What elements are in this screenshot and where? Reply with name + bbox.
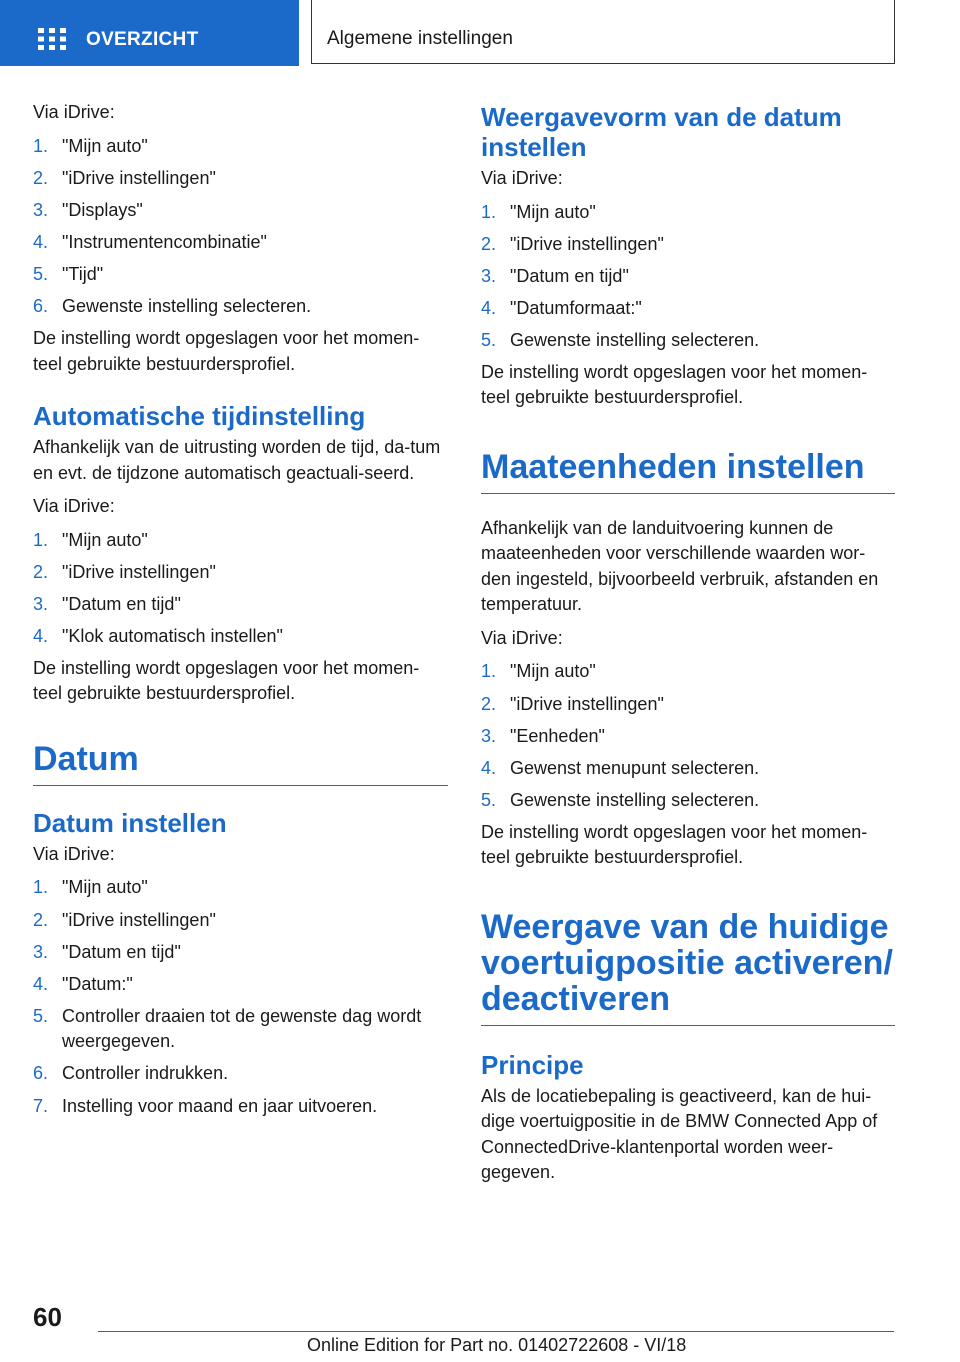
date-format-note: De instelling wordt opgeslagen voor het momen-teel gebruikte bestuurdersprofiel. <box>481 361 868 408</box>
datum-steps <box>33 875 448 1119</box>
step-number: 2. <box>33 561 49 582</box>
list-item <box>33 940 448 966</box>
list-item <box>481 724 895 750</box>
auto-time-via: Via iDrive: <box>33 496 115 517</box>
step-number: 4. <box>481 757 497 778</box>
footer-edition-text: Online Edition for Part no. 01402722608 - VI/18 <box>307 1335 687 1355</box>
list-item <box>481 232 895 258</box>
datum-heading: Datum <box>33 741 448 786</box>
step-text: "Klok automatisch instellen" <box>62 625 283 646</box>
step-text: Instelling voor maand en jaar uitvoeren. <box>62 1095 378 1116</box>
step-text: Gewenste instelling selecteren. <box>62 295 312 316</box>
footer-rule <box>98 1331 894 1332</box>
step-text: Controller draaien tot de gewenste dag wordt weergegeven. <box>62 1005 422 1052</box>
units-heading: Maateenheden instellen <box>481 449 895 494</box>
step-text: "Datum en tijd" <box>510 265 629 286</box>
step-text: "Datum en tijd" <box>62 941 181 962</box>
step-text: "Mijn auto" <box>510 661 596 682</box>
step-number: 3. <box>33 941 49 962</box>
list-item <box>33 1094 448 1120</box>
list-item <box>481 200 895 226</box>
step-number: 7. <box>33 1095 49 1116</box>
step-number: 5. <box>481 329 497 350</box>
step-number: 5. <box>33 1005 49 1026</box>
step-text: "iDrive instellingen" <box>510 233 664 254</box>
overview-label: OVERZICHT <box>86 29 199 50</box>
auto-time-heading: Automatische tijdinstelling <box>33 401 366 432</box>
list-item <box>33 198 448 224</box>
step-text: "iDrive instellingen" <box>62 909 216 930</box>
step-number: 5. <box>33 263 49 284</box>
list-item <box>33 560 448 586</box>
datum-via: Via iDrive: <box>33 843 115 864</box>
step-text: "Mijn auto" <box>62 135 148 156</box>
step-text: Gewenste instelling selecteren. <box>510 329 760 350</box>
grid-menu-icon <box>38 28 66 50</box>
step-number: 1. <box>33 529 49 550</box>
auto-time-steps <box>33 528 448 650</box>
step-text: "Datum en tijd" <box>62 593 181 614</box>
step-number: 1. <box>33 135 49 156</box>
date-format-via: Via iDrive: <box>481 168 563 188</box>
step-number: 4. <box>33 231 49 252</box>
step-number: 1. <box>481 661 497 682</box>
list-item <box>33 908 448 934</box>
step-text: "Datumformaat:" <box>510 297 642 318</box>
date-format-steps <box>481 200 895 354</box>
step-text: "Datum:" <box>62 973 133 994</box>
step-text: Controller indrukken. <box>62 1063 229 1084</box>
step-number: 2. <box>33 167 49 188</box>
list-item <box>33 166 448 192</box>
list-item <box>33 875 448 901</box>
step-text: "Mijn auto" <box>510 201 596 222</box>
list-item <box>33 1061 448 1087</box>
units-note: De instelling wordt opgeslagen voor het momen-teel gebruikte bestuurdersprofiel. <box>481 821 868 868</box>
step-number: 4. <box>33 625 49 646</box>
step-text: "Eenheden" <box>510 725 605 746</box>
list-item <box>481 296 895 322</box>
list-item <box>33 262 448 288</box>
date-format-heading: Weergavevorm van de datum instellen <box>481 102 842 162</box>
step-number: 3. <box>33 199 49 220</box>
intro-via: Via iDrive: <box>33 102 115 122</box>
step-text: "Displays" <box>62 199 143 220</box>
step-number: 3. <box>33 593 49 614</box>
step-text: "iDrive instellingen" <box>62 167 216 188</box>
step-number: 5. <box>481 789 497 810</box>
page-header <box>0 0 960 66</box>
step-number: 2. <box>481 233 497 254</box>
step-number: 3. <box>481 265 497 286</box>
list-item <box>33 134 448 160</box>
list-item <box>33 1004 448 1055</box>
list-item <box>481 788 895 814</box>
datum-sub-heading: Datum instellen <box>33 807 227 838</box>
list-item <box>481 659 895 685</box>
list-item <box>481 328 895 354</box>
step-number: 6. <box>33 295 49 316</box>
right-column <box>481 100 895 1194</box>
list-item <box>33 230 448 256</box>
list-item <box>33 592 448 618</box>
step-number: 2. <box>33 909 49 930</box>
units-steps <box>481 659 895 813</box>
vehicle-position-heading: Weergave van de huidige voertuigpositie activeren/ deactiveren <box>481 909 895 1026</box>
list-item <box>481 692 895 718</box>
step-number: 1. <box>481 201 497 222</box>
step-number: 1. <box>33 877 49 898</box>
overview-tab[interactable] <box>0 0 299 66</box>
step-number: 4. <box>481 297 497 318</box>
principle-heading: Principe <box>481 1049 584 1080</box>
list-item <box>33 972 448 998</box>
units-via: Via iDrive: <box>481 627 563 648</box>
left-column <box>33 100 448 1126</box>
list-item <box>33 624 448 650</box>
list-item <box>33 528 448 554</box>
step-text: "Tijd" <box>62 263 104 284</box>
auto-time-text: Afhankelijk van de uitrusting worden de tijd, da-tum en evt. de tijdzone automatisch geactuali-seerd. <box>33 437 441 483</box>
principle-text: Als de locatiebepaling is geactiveerd, kan de hui-dige voertuigpositie in de BMW Connected App of ConnectedDrive-klantenportal worden weer-gegeven. <box>481 1085 878 1183</box>
list-item <box>481 264 895 290</box>
step-number: 4. <box>33 973 49 994</box>
step-text: Gewenst menupunt selecteren. <box>510 757 760 778</box>
step-text: "iDrive instellingen" <box>62 561 216 582</box>
step-text: "Instrumentencombinatie" <box>62 231 267 252</box>
intro-steps <box>33 134 448 320</box>
step-text: "Mijn auto" <box>62 529 148 550</box>
step-text: Gewenste instelling selecteren. <box>510 789 760 810</box>
step-number: 6. <box>33 1063 49 1084</box>
units-text: Afhankelijk van de landuitvoering kunnen de maateenheden voor verschillende waarden wor-den ingesteld, bijvoorbeeld verbruik, afstanden en temperatuur. <box>481 517 879 615</box>
intro-note: De instelling wordt opgeslagen voor het momen-teel gebruikte bestuurdersprofiel. <box>33 328 420 374</box>
list-item <box>481 756 895 782</box>
step-number: 3. <box>481 725 497 746</box>
step-text: "iDrive instellingen" <box>510 693 664 714</box>
page-number: 60 <box>33 1302 62 1332</box>
step-text: "Mijn auto" <box>62 877 148 898</box>
list-item <box>33 294 448 320</box>
section-tab[interactable] <box>311 0 895 64</box>
section-title: Algemene instellingen <box>327 28 513 49</box>
auto-time-note: De instelling wordt opgeslagen voor het momen-teel gebruikte bestuurdersprofiel. <box>33 657 420 704</box>
step-number: 2. <box>481 693 497 714</box>
